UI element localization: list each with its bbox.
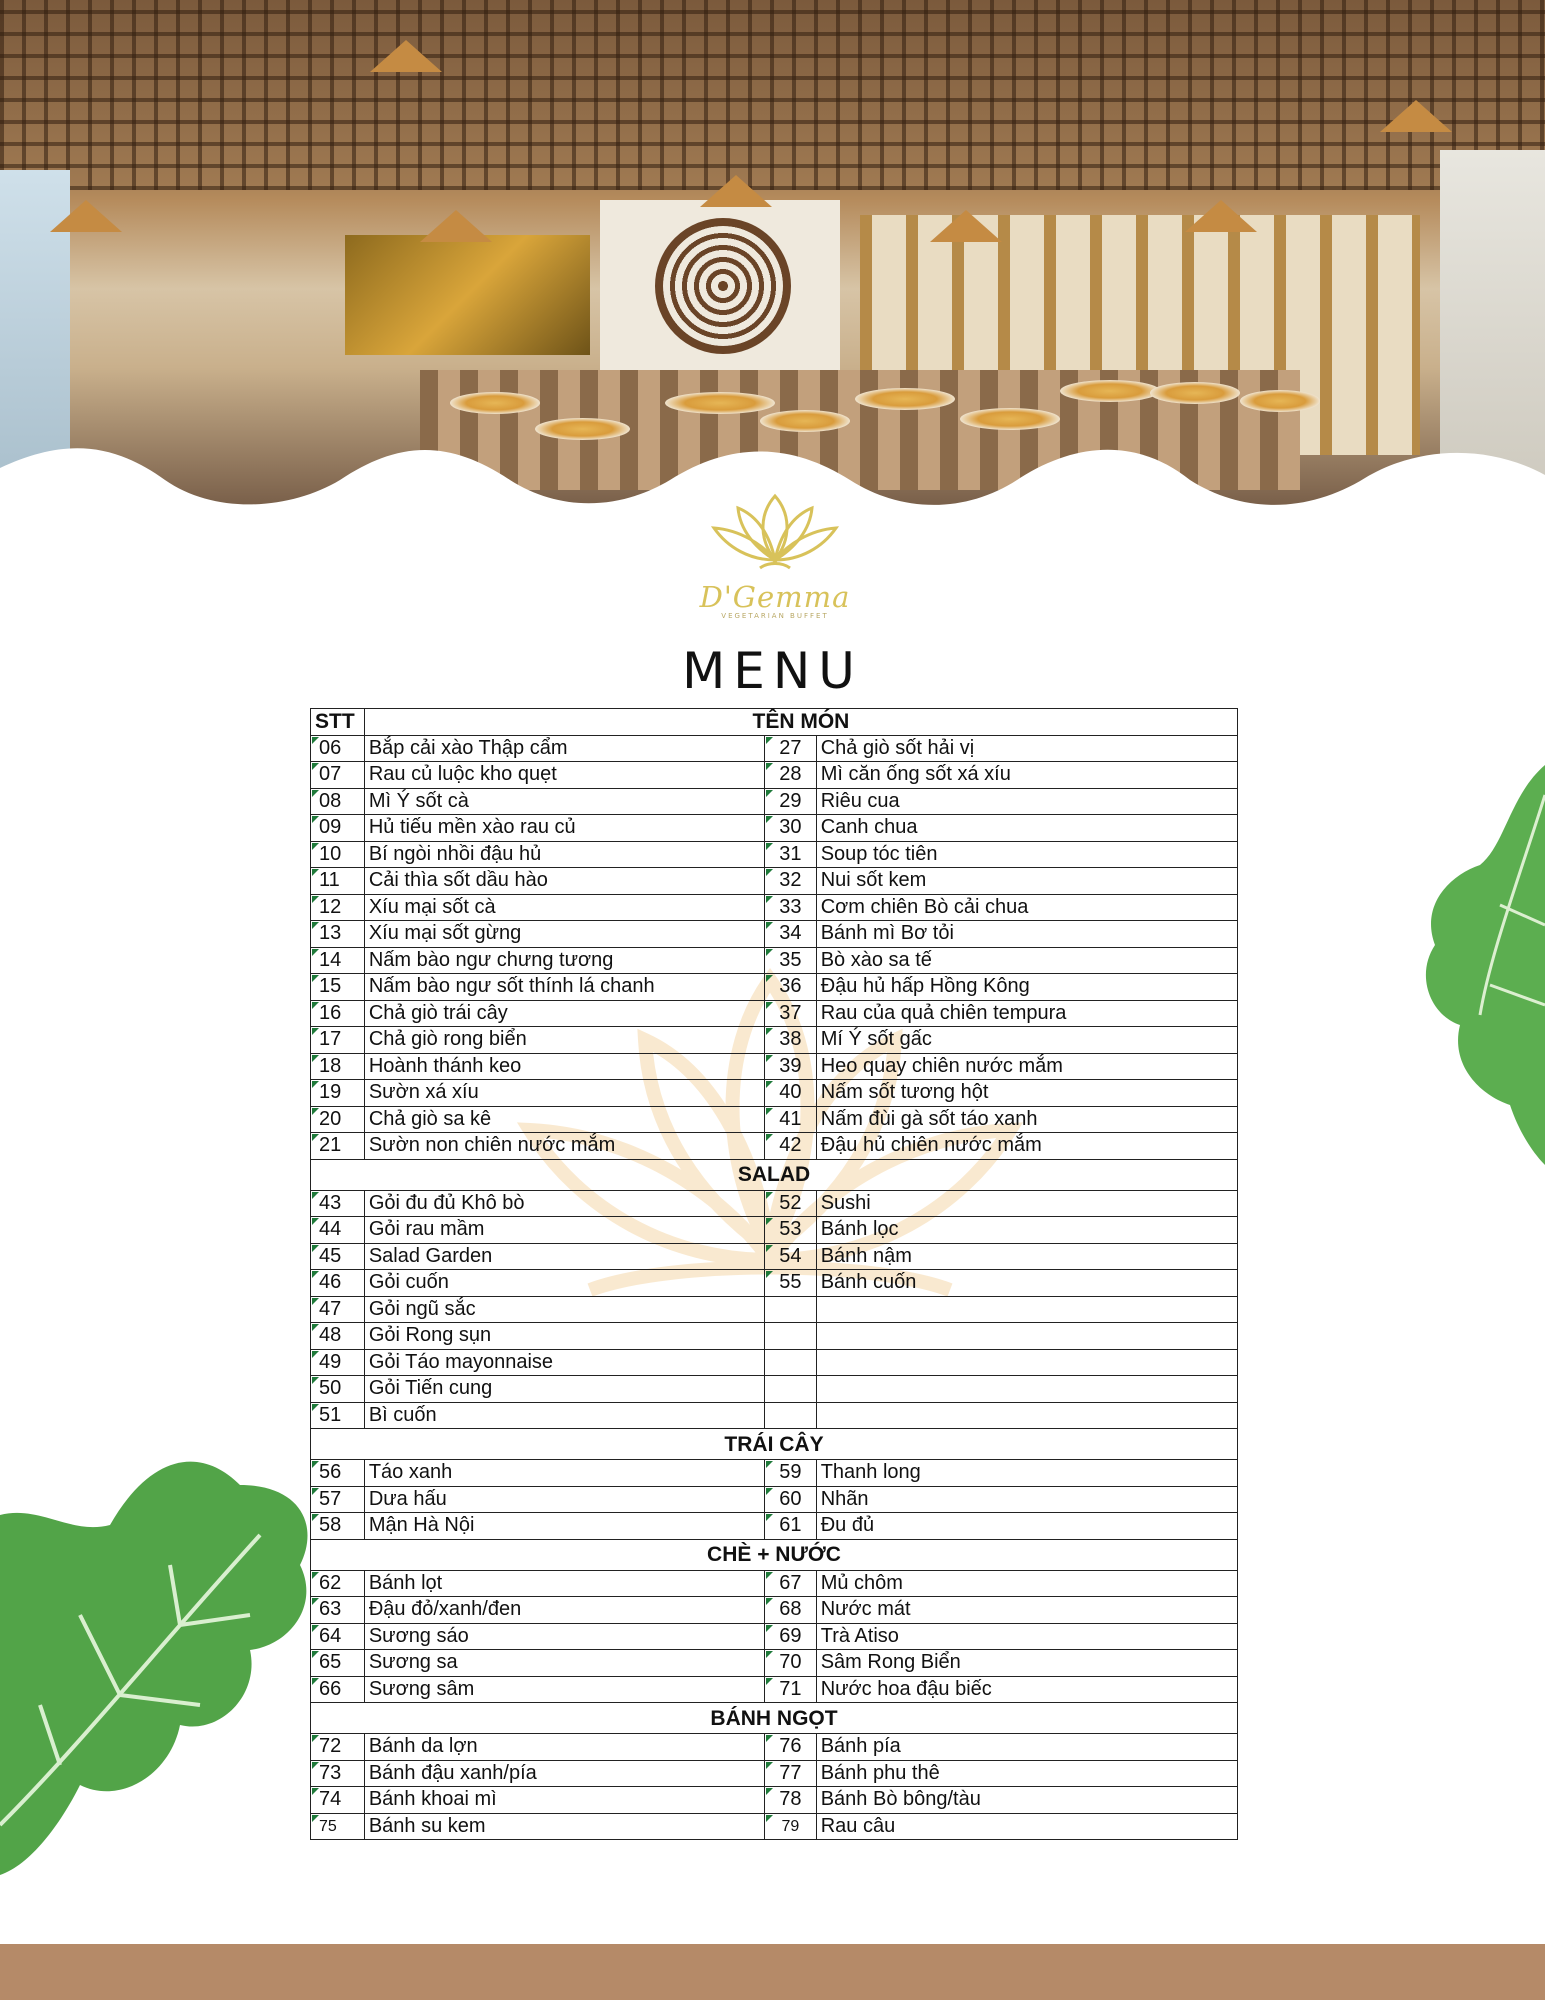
- dish-name: Thanh long: [816, 1460, 1237, 1487]
- dish-name: Dưa hấu: [364, 1486, 764, 1513]
- food-plate: [960, 408, 1060, 430]
- item-number: 16: [311, 1000, 365, 1027]
- section-title: SALAD: [311, 1159, 1238, 1190]
- item-number: 33: [764, 894, 816, 921]
- item-number: [764, 1323, 816, 1350]
- menu-row: [311, 1486, 1238, 1513]
- item-number: 10: [311, 841, 365, 868]
- dish-name: Hủ tiếu mền xào rau củ: [364, 815, 764, 842]
- item-number: 18: [311, 1053, 365, 1080]
- dish-name: Bánh đậu xanh/pía: [364, 1760, 764, 1787]
- dish-name: Sương sâm: [364, 1676, 764, 1703]
- food-plate: [855, 388, 955, 410]
- dish-name: Sâm Rong Biển: [816, 1650, 1237, 1677]
- menu-row: [311, 921, 1238, 948]
- menu-row: [311, 1349, 1238, 1376]
- dish-name: Bánh khoai mì: [364, 1787, 764, 1814]
- item-number: [764, 1376, 816, 1403]
- dish-name: Mí Ý sốt gấc: [816, 1027, 1237, 1054]
- menu-row: [311, 1323, 1238, 1350]
- item-number: 53: [764, 1217, 816, 1244]
- dish-name: Mì Ý sốt cà: [364, 788, 764, 815]
- food-plate: [450, 392, 540, 414]
- item-number: 57: [311, 1486, 365, 1513]
- item-number: 46: [311, 1270, 365, 1297]
- dish-name: Sườn non chiên nước mắm: [364, 1133, 764, 1160]
- item-number: 54: [764, 1243, 816, 1270]
- brand-name: D'Gemma: [699, 580, 851, 614]
- section-header-row: [311, 1703, 1238, 1734]
- item-number: 47: [311, 1296, 365, 1323]
- dish-name: Đu đủ: [816, 1513, 1237, 1540]
- dish-name: Bánh lọc: [816, 1217, 1237, 1244]
- menu-row: [311, 1734, 1238, 1761]
- dish-name: Nấm bào ngư chưng tương: [364, 947, 764, 974]
- item-number: 19: [311, 1080, 365, 1107]
- item-number: 41: [764, 1106, 816, 1133]
- dish-name: Đậu hủ chiên nước mắm: [816, 1133, 1237, 1160]
- menu-row: [311, 1027, 1238, 1054]
- dish-name: Nấm đùi gà sốt táo xanh: [816, 1106, 1237, 1133]
- item-number: 60: [764, 1486, 816, 1513]
- lotus-logo-icon: [700, 488, 850, 588]
- menu-row: [311, 1676, 1238, 1703]
- dish-name: Nhãn: [816, 1486, 1237, 1513]
- menu-row: [311, 1650, 1238, 1677]
- item-number: 06: [311, 735, 365, 762]
- dish-name: [816, 1376, 1237, 1403]
- item-number: 59: [764, 1460, 816, 1487]
- dish-name: Gỏi đu đủ Khô bò: [364, 1190, 764, 1217]
- dish-name: Đậu hủ hấp Hồng Kông: [816, 974, 1237, 1001]
- item-number: 68: [764, 1597, 816, 1624]
- dish-name: Salad Garden: [364, 1243, 764, 1270]
- dish-name: Bánh da lợn: [364, 1734, 764, 1761]
- dish-name: [816, 1296, 1237, 1323]
- item-number: 50: [311, 1376, 365, 1403]
- item-number: 78: [764, 1787, 816, 1814]
- dish-name: Hoành thánh keo: [364, 1053, 764, 1080]
- item-number: 45: [311, 1243, 365, 1270]
- item-number: 43: [311, 1190, 365, 1217]
- item-number: 30: [764, 815, 816, 842]
- item-number: 28: [764, 762, 816, 789]
- menu-row: [311, 1402, 1238, 1429]
- header-restaurant-photo: [0, 0, 1545, 525]
- dish-name: Gỏi Táo mayonnaise: [364, 1349, 764, 1376]
- item-number: 40: [764, 1080, 816, 1107]
- dish-name: Rau của quả chiên tempura: [816, 1000, 1237, 1027]
- dish-name: Bánh mì Bơ tỏi: [816, 921, 1237, 948]
- pendant-lamp: [420, 210, 492, 242]
- dish-name: Nước mát: [816, 1597, 1237, 1624]
- item-number: 44: [311, 1217, 365, 1244]
- section-title: CHÈ + NƯỚC: [311, 1539, 1238, 1570]
- item-number: 61: [764, 1513, 816, 1540]
- menu-row: [311, 1000, 1238, 1027]
- item-number: 35: [764, 947, 816, 974]
- item-number: 76: [764, 1734, 816, 1761]
- dish-name-header: TÊN MÓN: [364, 709, 1237, 736]
- dish-name: Rau câu: [816, 1813, 1237, 1840]
- dish-name: Mận Hà Nội: [364, 1513, 764, 1540]
- item-number: 14: [311, 947, 365, 974]
- stt-header: STT: [311, 709, 365, 736]
- item-number: 69: [764, 1623, 816, 1650]
- dish-name: Sushi: [816, 1190, 1237, 1217]
- item-number: 70: [764, 1650, 816, 1677]
- menu-row: [311, 1106, 1238, 1133]
- window-right: [1440, 150, 1545, 480]
- item-number: 75: [311, 1813, 365, 1840]
- item-number: 15: [311, 974, 365, 1001]
- dish-name: [816, 1402, 1237, 1429]
- menu-row: [311, 894, 1238, 921]
- dish-name: Riêu cua: [816, 788, 1237, 815]
- menu-row: [311, 841, 1238, 868]
- food-plate: [1150, 382, 1240, 404]
- item-number: 32: [764, 868, 816, 895]
- menu-row: [311, 1513, 1238, 1540]
- item-number: 79: [764, 1813, 816, 1840]
- dish-name: Xíu mại sốt gừng: [364, 921, 764, 948]
- item-number: 09: [311, 815, 365, 842]
- leaf-decoration-right-icon: [1410, 755, 1545, 1175]
- item-number: 17: [311, 1027, 365, 1054]
- dish-name: Nấm sốt tương hột: [816, 1080, 1237, 1107]
- item-number: 42: [764, 1133, 816, 1160]
- item-number: 58: [311, 1513, 365, 1540]
- item-number: 07: [311, 762, 365, 789]
- food-plate: [535, 418, 630, 440]
- menu-row: [311, 1376, 1238, 1403]
- dish-name: Heo quay chiên nước mắm: [816, 1053, 1237, 1080]
- pendant-lamp: [930, 210, 1002, 242]
- dish-name: Bánh phu thê: [816, 1760, 1237, 1787]
- menu-row: [311, 1133, 1238, 1160]
- dish-name: Gỏi cuốn: [364, 1270, 764, 1297]
- dish-name: Soup tóc tiên: [816, 841, 1237, 868]
- menu-table: [310, 708, 1238, 1840]
- section-title: BÁNH NGỌT: [311, 1703, 1238, 1734]
- dish-name: [816, 1349, 1237, 1376]
- dish-name: Táo xanh: [364, 1460, 764, 1487]
- pendant-lamp: [370, 40, 442, 72]
- item-number: 48: [311, 1323, 365, 1350]
- menu-row: [311, 1243, 1238, 1270]
- section-header-row: [311, 1429, 1238, 1460]
- item-number: 20: [311, 1106, 365, 1133]
- footer-bar: [0, 1944, 1545, 2000]
- item-number: [764, 1402, 816, 1429]
- dish-name: Bánh nậm: [816, 1243, 1237, 1270]
- menu-row: [311, 1053, 1238, 1080]
- menu-row: [311, 1080, 1238, 1107]
- item-number: 65: [311, 1650, 365, 1677]
- item-number: 64: [311, 1623, 365, 1650]
- menu-row: [311, 788, 1238, 815]
- dish-name: Chả giò trái cây: [364, 1000, 764, 1027]
- item-number: 34: [764, 921, 816, 948]
- item-number: 74: [311, 1787, 365, 1814]
- food-plate: [1060, 380, 1160, 402]
- dish-name: Xíu mại sốt cà: [364, 894, 764, 921]
- pendant-lamp: [1185, 200, 1257, 232]
- menu-title: MENU: [682, 642, 863, 700]
- dish-name: Mì căn ống sốt xá xíu: [816, 762, 1237, 789]
- item-number: 77: [764, 1760, 816, 1787]
- dish-name: Nước hoa đậu biếc: [816, 1676, 1237, 1703]
- dish-name: Đậu đỏ/xanh/đen: [364, 1597, 764, 1624]
- item-number: 66: [311, 1676, 365, 1703]
- dish-name: Cơm chiên Bò cải chua: [816, 894, 1237, 921]
- dish-name: Gỏi Tiến cung: [364, 1376, 764, 1403]
- menu-row: [311, 1597, 1238, 1624]
- menu-row: [311, 947, 1238, 974]
- item-number: 21: [311, 1133, 365, 1160]
- section-title: TRÁI CÂY: [311, 1429, 1238, 1460]
- dish-name: Bánh pía: [816, 1734, 1237, 1761]
- menu-row: [311, 1460, 1238, 1487]
- dish-name: Mủ chôm: [816, 1570, 1237, 1597]
- dish-name: Bì cuốn: [364, 1402, 764, 1429]
- dish-name: Gỏi rau mầm: [364, 1217, 764, 1244]
- menu-row: [311, 1296, 1238, 1323]
- item-number: 49: [311, 1349, 365, 1376]
- menu-row: [311, 815, 1238, 842]
- food-plate: [760, 410, 850, 432]
- brand-logo: [690, 488, 860, 636]
- menu-row: [311, 974, 1238, 1001]
- item-number: [764, 1296, 816, 1323]
- dish-name: Bánh Bò bông/tàu: [816, 1787, 1237, 1814]
- dish-name: Bánh su kem: [364, 1813, 764, 1840]
- dish-name: Gỏi Rong sụn: [364, 1323, 764, 1350]
- wooden-medallion: [655, 218, 791, 354]
- item-number: 37: [764, 1000, 816, 1027]
- item-number: 71: [764, 1676, 816, 1703]
- item-number: 12: [311, 894, 365, 921]
- item-number: 73: [311, 1760, 365, 1787]
- item-number: 62: [311, 1570, 365, 1597]
- dish-name: Nấm bào ngư sốt thính lá chanh: [364, 974, 764, 1001]
- item-number: 72: [311, 1734, 365, 1761]
- menu-row: [311, 1813, 1238, 1840]
- item-number: [764, 1349, 816, 1376]
- dish-name: Bò xào sa tế: [816, 947, 1237, 974]
- leaf-decoration-left-icon: [0, 1445, 320, 1885]
- menu-row: [311, 1217, 1238, 1244]
- item-number: 52: [764, 1190, 816, 1217]
- table-header-row: [311, 709, 1238, 736]
- dish-name: Bí ngòi nhồi đậu hủ: [364, 841, 764, 868]
- item-number: 39: [764, 1053, 816, 1080]
- dish-name: Nui sốt kem: [816, 868, 1237, 895]
- dish-name: [816, 1323, 1237, 1350]
- dish-name: Gỏi ngũ sắc: [364, 1296, 764, 1323]
- item-number: 31: [764, 841, 816, 868]
- section-header-row: [311, 1539, 1238, 1570]
- item-number: 36: [764, 974, 816, 1001]
- dish-name: Sương sáo: [364, 1623, 764, 1650]
- food-plate: [665, 392, 775, 414]
- pendant-lamp: [50, 200, 122, 232]
- item-number: 55: [764, 1270, 816, 1297]
- item-number: 13: [311, 921, 365, 948]
- item-number: 51: [311, 1402, 365, 1429]
- dish-name: Sương sa: [364, 1650, 764, 1677]
- item-number: 08: [311, 788, 365, 815]
- dish-name: Sườn xá xíu: [364, 1080, 764, 1107]
- menu-row: [311, 1760, 1238, 1787]
- dish-name: Bánh cuốn: [816, 1270, 1237, 1297]
- dish-name: Trà Atiso: [816, 1623, 1237, 1650]
- pendant-lamp: [700, 175, 772, 207]
- dish-name: Bắp cải xào Thập cẩm: [364, 735, 764, 762]
- menu-row: [311, 762, 1238, 789]
- pendant-lamp: [1380, 100, 1452, 132]
- item-number: 29: [764, 788, 816, 815]
- dish-name: Cải thìa sốt dầu hào: [364, 868, 764, 895]
- item-number: 63: [311, 1597, 365, 1624]
- menu-row: [311, 1570, 1238, 1597]
- buddha-wall-mural: [345, 235, 590, 355]
- menu-row: [311, 735, 1238, 762]
- ceiling-lattice: [0, 0, 1545, 190]
- menu-row: [311, 1270, 1238, 1297]
- dish-name: Chả giò sốt hải vị: [816, 735, 1237, 762]
- menu-row: [311, 868, 1238, 895]
- food-plate: [1240, 390, 1320, 412]
- section-header-row: [311, 1159, 1238, 1190]
- brand-tagline: VEGETARIAN BUFFET: [721, 612, 829, 620]
- menu-row: [311, 1787, 1238, 1814]
- dish-name: Bánh lọt: [364, 1570, 764, 1597]
- item-number: 38: [764, 1027, 816, 1054]
- menu-row: [311, 1623, 1238, 1650]
- dish-name: Chả giò sa kê: [364, 1106, 764, 1133]
- item-number: 11: [311, 868, 365, 895]
- menu-row: [311, 1190, 1238, 1217]
- item-number: 56: [311, 1460, 365, 1487]
- item-number: 67: [764, 1570, 816, 1597]
- item-number: 27: [764, 735, 816, 762]
- dish-name: Rau củ luộc kho quẹt: [364, 762, 764, 789]
- dish-name: Chả giò rong biển: [364, 1027, 764, 1054]
- dish-name: Canh chua: [816, 815, 1237, 842]
